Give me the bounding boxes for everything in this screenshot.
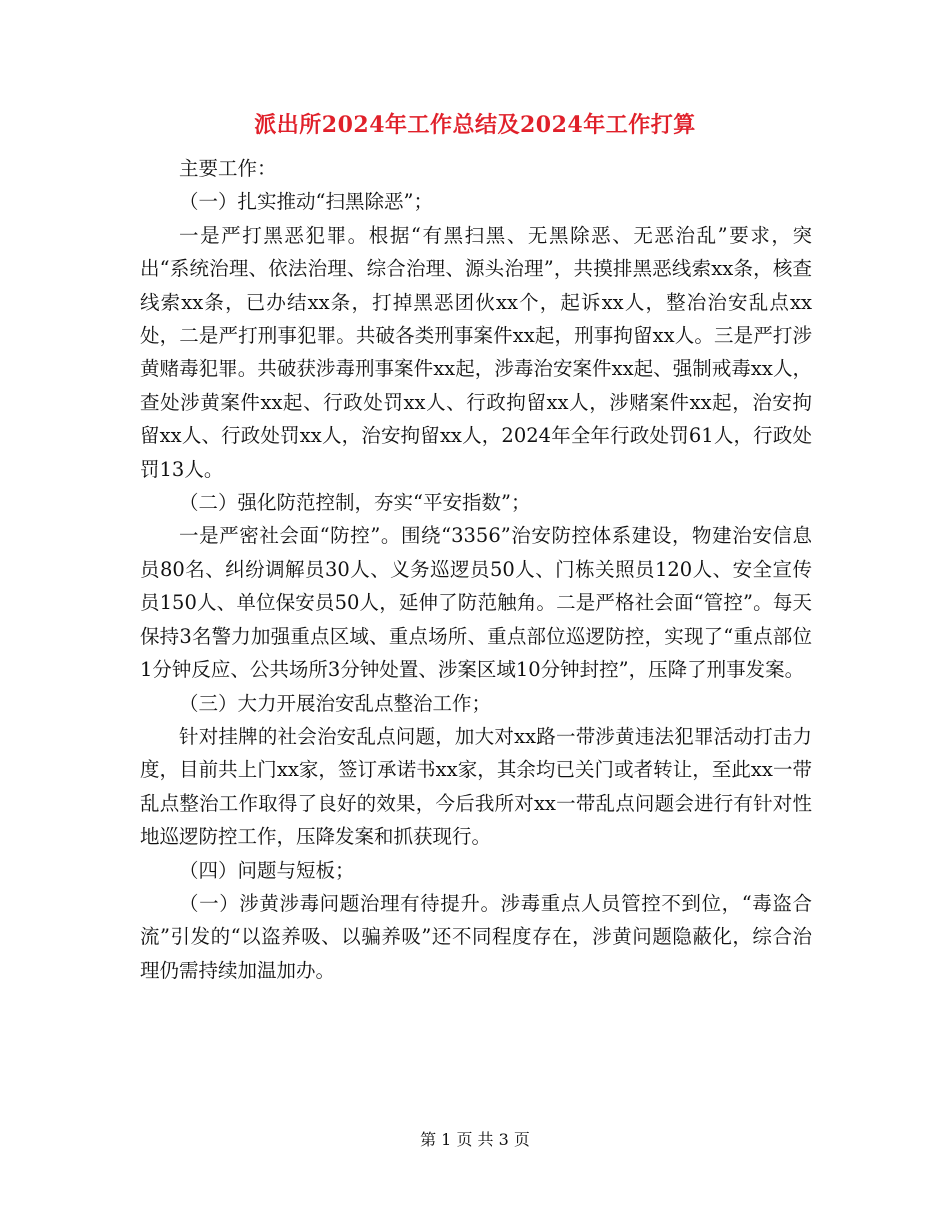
paragraph-section-4-heading: （四）问题与短板；	[179, 858, 355, 882]
paragraph-section-1-heading: （一）扎实推动“扫黑除恶”；	[179, 190, 433, 214]
paragraph-section-3-body: 针对挂牌的社会治安乱点问题，加大对xx路一带涉黄违法犯罪活动打击力度，目前共上门xx家，签订承诺书xx家，其余均已关门或者转让，至此xx一带乱点整治工作取得了良好的效果，今后我所对xx一带乱点问题会进行有针对性地巡逻防控工作，压降发案和抓获现行。	[140, 724, 812, 849]
document-title: 派出所2024年工作总结及2024年工作打算	[254, 112, 696, 138]
paragraph-section-2-body: 一是严密社会面“防控”。围绕“3356”治安防控体系建设，物建治安信息员80名、纠纷调解员30人、义务巡逻员50人、门栋关照员120人、安全宣传员150人、单位保安员50人，延伸了防范触角。二是严格社会面“管控”。每天保持3名警力加强重点区域、重点场所、重点部位巡逻防控，实现了“重点部位1分钟反应、公共场所3分钟处置、涉案区域10分钟封控”，压降了刑事发案。	[140, 524, 812, 682]
paragraph-section-2-heading: （二）强化防范控制，夯实“平安指数”；	[179, 491, 531, 515]
paragraph-section-3-heading: （三）大力开展治安乱点整治工作；	[179, 691, 492, 715]
paragraph-section-4-body: （一）涉黄涉毒问题治理有待提升。涉毒重点人员管控不到位，“毒盗合流”引发的“以盗养吸、以骗养吸”还不同程度存在，涉黄问题隐蔽化，综合治理仍需持续加温加办。	[140, 891, 812, 982]
page-footer: 第 1 页 共 3 页	[420, 1130, 530, 1149]
paragraph-section-1-body: 一是严打黑恶犯罪。根据“有黑扫黑、无黑除恶、无恶治乱”要求，突出“系统治理、依法治理、综合治理、源头治理”，共摸排黑恶线索xx条，核查线索xx条，已办结xx条，打掉黑恶团伙xx个，起诉xx人，整冶治安乱点xx处，二是严打刑事犯罪。共破各类刑事案件xx起，刑事拘留xx人。三是严打涉黄赌毒犯罪。共破获涉毒刑事案件xx起，涉毒治安案件xx起、强制戒毒xx人，查处涉黄案件xx起、行政处罚xx人、行政拘留xx人，涉赌案件xx起，治安拘留xx人、行政处罚xx人，治安拘留xx人，2024年全年行政处罚61人，行政处罚13人。	[140, 223, 812, 481]
document-body	[140, 152, 812, 987]
paragraph-main-work-heading: 主要工作：	[179, 157, 277, 180]
